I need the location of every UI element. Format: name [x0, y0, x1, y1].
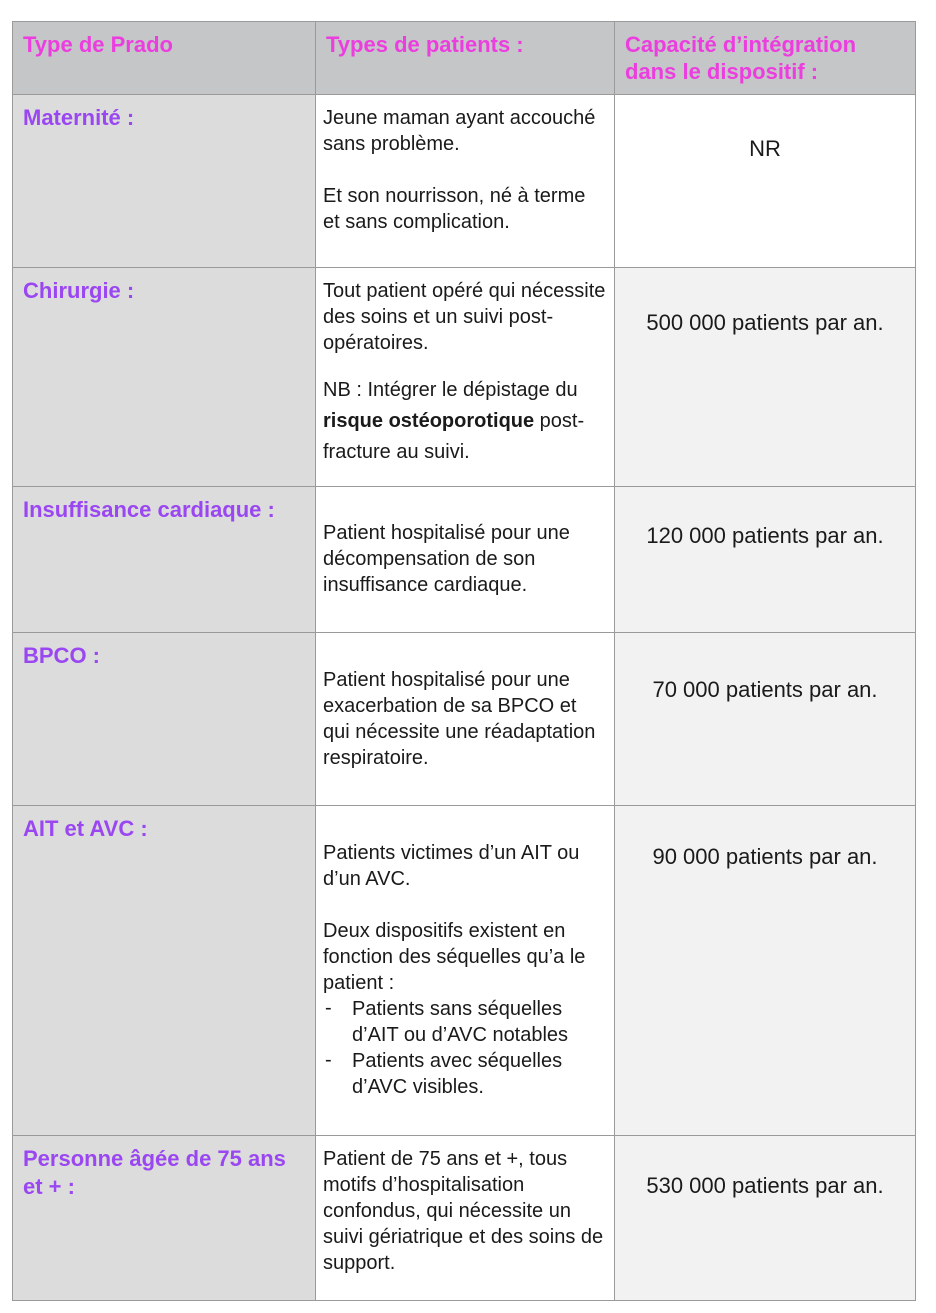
capacity-value: 90 000 patients par an.	[652, 844, 878, 869]
patients-text: Jeune maman ayant accouché sans problème.	[323, 107, 596, 155]
patients-cell	[316, 268, 615, 487]
capacity-cell	[615, 487, 916, 633]
table-row	[13, 268, 916, 487]
type-label: BPCO :	[23, 643, 100, 668]
patients-cell	[316, 487, 615, 633]
capacity-cell	[615, 268, 916, 487]
table-row	[13, 95, 916, 268]
patients-text: Patient de 75 ans et +, tous motifs d’hospitalisation confondus, qui nécessite un suivi gériatrique et des soins de support.	[323, 1148, 604, 1274]
patients-cell	[316, 95, 615, 268]
type-cell	[13, 806, 316, 1136]
table-row	[13, 1136, 916, 1301]
capacity-value: 120 000 patients par an.	[646, 523, 884, 548]
prado-table	[12, 21, 916, 1301]
patients-text: Patient hospitalisé pour une décompensation de son insuffisance cardiaque.	[323, 522, 570, 596]
capacity-value: 70 000 patients par an.	[652, 677, 878, 702]
patients-text: Tout patient opéré qui nécessite des soins et un suivi post-opératoires.	[323, 280, 606, 354]
patients-cell	[316, 806, 615, 1136]
header-patients-label: Types de patients :	[326, 32, 524, 57]
patients-text: Patients victimes d’un AIT ou d’un AVC.	[323, 842, 580, 890]
table-row	[13, 487, 916, 633]
capacity-value: 530 000 patients par an.	[646, 1173, 884, 1198]
note-emphasis: risque ostéoporotique	[323, 410, 535, 432]
type-cell	[13, 95, 316, 268]
table-row	[13, 806, 916, 1136]
type-cell	[13, 487, 316, 633]
note-text: post-fracture au suivi.	[323, 410, 585, 463]
header-capacity-label: Capacité d’intégration dans le dispositif :	[625, 32, 857, 84]
type-cell	[13, 268, 316, 487]
header-type	[13, 22, 316, 95]
capacity-value: NR	[749, 136, 781, 161]
patients-note	[323, 375, 606, 468]
capacity-value: 500 000 patients par an.	[646, 310, 884, 335]
header-patients	[316, 22, 615, 95]
type-cell	[13, 633, 316, 806]
header-capacity	[615, 22, 916, 95]
patients-cell	[316, 1136, 615, 1301]
type-label: AIT et AVC :	[23, 816, 148, 841]
note-text: NB : Intégrer le dépistage du	[323, 379, 578, 401]
patients-text: Et son nourrisson, né à terme et sans complication.	[323, 185, 586, 233]
capacity-cell	[615, 806, 916, 1136]
type-cell	[13, 1136, 316, 1301]
capacity-cell	[615, 633, 916, 806]
table-row	[13, 633, 916, 806]
type-label: Maternité :	[23, 105, 135, 130]
patients-text: Deux dispositifs existent en fonction des séquelles qu’a le patient :	[323, 920, 586, 994]
capacity-cell	[615, 95, 916, 268]
list-item: - Patients avec séquelles d’AVC visibles.	[323, 1048, 606, 1100]
list-item: - Patients sans séquelles d’AIT ou d’AVC notables	[323, 996, 606, 1048]
type-label: Chirurgie :	[23, 278, 135, 303]
type-label: Insuffisance cardiaque :	[23, 497, 275, 522]
header-row	[13, 22, 916, 95]
capacity-cell	[615, 1136, 916, 1301]
header-type-label: Type de Prado	[23, 32, 173, 57]
type-label: Personne âgée de 75 ans et + :	[23, 1146, 286, 1199]
patients-cell	[316, 633, 615, 806]
sequelae-list	[323, 996, 606, 1100]
patients-text: Patient hospitalisé pour une exacerbation de sa BPCO et qui nécessite une réadaptation respiratoire.	[323, 669, 596, 769]
